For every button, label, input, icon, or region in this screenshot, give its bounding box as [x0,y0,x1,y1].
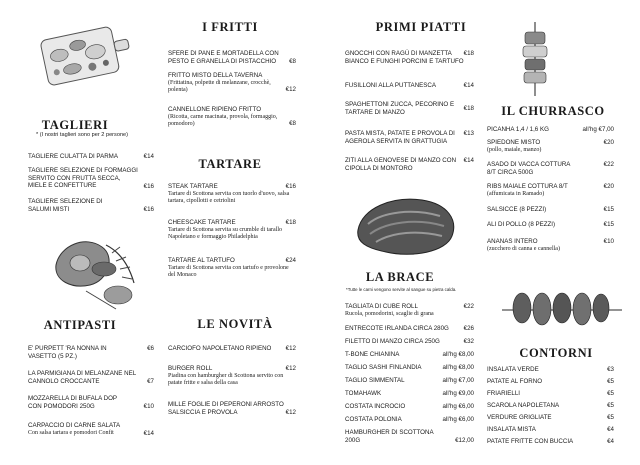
list-item: FRIARIELLI [487,390,521,397]
contorni-title: CONTORNI [519,346,593,360]
item-price: €5 [607,414,614,421]
list-item: ALI DI POLLO (8 PEZZI) [487,221,556,228]
item-price: €15 [603,221,614,228]
item-price: €14 [463,82,474,89]
list-item: SPIEDONE MISTO (pollo, maiale, manzo) [487,139,542,153]
list-item: GNOCCHI CON RAGÙ DI MANZETTA BIANCO E FUNGHI PORCINI E TARTUFO [345,50,464,65]
list-item: FRITTO MISTO DELLA TAVERNA (Frittatina, polpette di melanzane, crocchè, polenta) [168,72,271,93]
antipasti-title: ANTIPASTI [43,318,117,332]
item-price: €12 [285,409,296,416]
list-item: CHEESCAKE TARTARE Tartare di Scottona servita su crumble di tarallo Napoletano e formaggio Philadelphia [168,219,283,240]
item-price: all'hg €7,00 [442,377,474,384]
item-price: €7 [147,378,154,385]
item-price: €18 [463,50,474,57]
list-item: PICANHA 1,4 / 1,6 KG [487,126,549,133]
list-item: INSALATA VERDE [487,366,539,373]
item-price: all'hg €7,00 [582,126,614,133]
item-price: €32 [463,338,474,345]
item-price: all'hg €8,00 [442,364,474,371]
list-item: ZITI ALLA GENOVESE DI MANZO CON CIPOLLA DI MONTORO [345,157,457,172]
item-price: €14 [463,157,474,164]
brace-title: LA BRACE [365,270,435,284]
list-item: LA PARMIGIANA DI MELANZANE NEL CANNOLO CROCCANTE [28,370,136,385]
list-item: TAGLIO SASHI FINLANDIA [345,364,422,371]
list-item: CARCIOFO NAPOLETANO RIPIENO [168,345,272,352]
list-item: MOZZARELLA DI BUFALA DOP CON POMODORI 250G [28,395,117,410]
list-item: SCAROLA NAPOLETANA [487,402,560,409]
list-item: SFERE DI PANE E MORTADELLA CON PESTO E GRANELLA DI PISTACCHIO [168,50,279,65]
item-price: €16 [143,183,154,190]
item-price: €8 [289,58,296,65]
list-item: SPAGHETTONI ZUCCA, PECORINO E TARTARE DI MANZO [345,101,455,116]
item-price: €6 [147,345,154,352]
cutting-board-illustration [38,22,132,90]
item-price: €3 [607,366,614,373]
list-item: ENTRECOTE IRLANDA CIRCA 280G [345,325,449,332]
item-price: €14 [143,430,154,437]
list-item: TARTARE AL TARTUFO Tartare di Scottona servita con tartufo e provolone del Monaco [168,257,289,278]
item-price: €20 [603,183,614,190]
list-item: HAMBURGHER DI SCOTTONA 200G [345,429,434,444]
item-price: €10 [603,238,614,245]
item-price: €26 [463,325,474,332]
item-price: €8 [289,120,296,127]
list-item: MILLE FOGLIE DI PEPERONI ARROSTO SALSICCIA E PROVOLA [168,401,284,416]
item-price: €18 [463,105,474,112]
item-price: €5 [607,390,614,397]
list-item: PATATE FRITTE CON BUCCIA [487,438,574,445]
item-price: €22 [603,161,614,168]
list-item: TOMAHAWK [345,390,382,397]
list-item: TAGLIERE SELEZIONE DI SALUMI MISTI [28,198,103,213]
item-price: €14 [143,153,154,160]
item-price: €22 [463,303,474,310]
item-price: €12 [285,345,296,352]
list-item: VERDURE GRIGLIATE [487,414,552,421]
item-price: all'hg €9,00 [442,390,474,397]
item-price: €4 [607,426,614,433]
taglieri-note: * (I nostri taglieri sono per 2 persone) [36,132,129,138]
item-price: €5 [607,378,614,385]
novita-title: LE NOVITÀ [197,317,273,331]
item-price: €10 [143,403,154,410]
tartare-title: TARTARE [198,157,262,171]
item-price: €12,00 [455,437,474,444]
grilled-meat-on-stone-illustration [352,190,462,260]
list-item: COSTATA POLONIA [345,416,402,423]
list-item: T-BONE CHIANINA [345,351,400,358]
list-item: STEAK TARTARE Tartare di Scottona servita con tuorlo d'uovo, salsa tartara, cipollotti e cetriolini [168,183,290,204]
list-item: E' PURPETT 'RA NONNA IN VASETTO (5 PZ.) [28,345,107,360]
item-price: €4 [607,438,614,445]
list-item: COSTATA INCROCIO [345,403,406,410]
list-item: TAGLIO SIMMENTAL [345,377,405,384]
list-item: TAGLIERE CULATTA DI PARMA [28,153,118,160]
list-item: RIBS MAIALE COTTURA 8/T (affumicata in Ramado) [487,183,568,197]
item-price: €24 [285,257,296,264]
skewer-illustration [508,18,562,98]
item-price: €20 [603,139,614,146]
sausage-skewer-illustration [500,280,624,334]
item-price: €13 [463,130,474,137]
churrasco-title: IL CHURRASCO [501,104,605,118]
brace-note: *Tutte le carni vengono servite al sangue su pietra calda. [346,287,457,292]
fritti-title: I FRITTI [202,20,258,34]
list-item: FUSILLONI ALLA PUTTANESCA [345,82,437,89]
list-item: ANANAS INTERO (zucchero di canna e cannella) [487,238,560,252]
item-price: all'hg €6,00 [442,403,474,410]
list-item: CANNELLONE RIPIENO FRITTO (Ricotta, carne macinata, provola, formaggio, pomodoro) [168,106,278,127]
charcuterie-illustration [46,225,138,313]
item-price: €12 [285,365,296,372]
item-price: all'hg €8,00 [442,351,474,358]
list-item: CARPACCIO DI CARNE SALATA Con salsa tartara e pomodori Confit [28,422,121,436]
item-price: €5 [607,402,614,409]
list-item: ASADO DI VACCA COTTURA 8/T CIRCA 500G [487,161,571,176]
list-item: FILETTO DI MANZO CIRCA 250G [345,338,440,345]
item-price: €18 [285,219,296,226]
list-item: TAGLIERE SELEZIONE DI FORMAGGI SERVITO CON FRUTTA SECCA, MIELE E CONFETTURE [28,167,138,190]
item-price: €15 [603,206,614,213]
list-item: TAGLIATA DI CUBE ROLL Rucola, pomodorini, scaglie di grana [345,303,434,317]
item-price: €16 [285,183,296,190]
item-price: €12 [285,86,296,93]
taglieri-title: TAGLIERI [41,118,109,132]
list-item: PATATE AL FORNO [487,378,543,385]
list-item: INSALATA MISTA [487,426,536,433]
item-price: €16 [143,206,154,213]
primi-title: PRIMI PIATTI [375,20,467,34]
list-item: SALSICCE (8 PEZZI) [487,206,547,213]
list-item: BURGER ROLL Piadina con hamburgher di Scottona servito con patate fritte e salsa della casa [168,365,284,386]
item-price: all'hg €6,00 [442,416,474,423]
list-item: PASTA MISTA, PATATE E PROVOLA DI AGEROLA SERVITA IN GRATTUGIA [345,130,455,145]
